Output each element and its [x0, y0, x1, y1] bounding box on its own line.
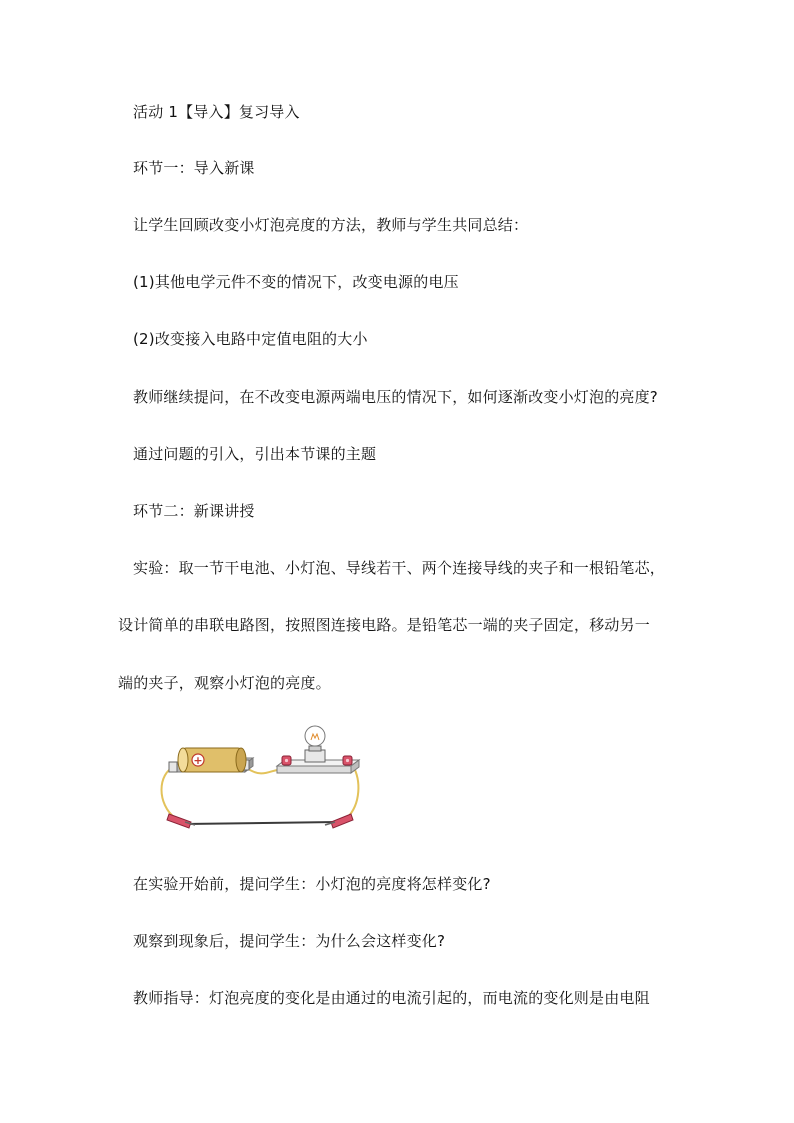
- paragraph-review: 让学生回顾改变小灯泡亮度的方法，教师与学生共同总结：: [133, 216, 529, 234]
- paragraph-teacher-guidance: 教师指导：灯泡亮度的变化是由通过的电流引起的，而电流的变化则是由电阻: [133, 989, 650, 1007]
- list-item-2: (2)改变接入电路中定值电阻的大小: [133, 330, 368, 348]
- paragraph-experiment-line-2: 设计简单的串联电路图，按照图连接电路。是铅笔芯一端的夹子固定，移动另一: [118, 616, 651, 634]
- section-heading-activity-1: 活动 1【导入】复习导入: [133, 103, 300, 121]
- terminal-right: [343, 756, 352, 765]
- paragraph-prompt-after: 观察到现象后，提问学生：为什么会这样变化?: [133, 932, 446, 950]
- pencil-lead: [185, 822, 337, 824]
- clip-left: [167, 814, 195, 828]
- paragraph-question: 教师继续提问，在不改变电源两端电压的情况下，如何逐渐改变小灯泡的亮度?: [133, 388, 658, 406]
- battery-plus-sign: +: [193, 754, 203, 767]
- list-item-1: (1)其他电学元件不变的情况下，改变电源的电压: [133, 273, 459, 291]
- clip-right: [325, 814, 353, 828]
- paragraph-experiment-line-1: 实验：取一节干电池、小灯泡、导线若干、两个连接导线的夹子和一根铅笔芯，: [133, 559, 666, 577]
- paragraph-experiment-line-3: 端的夹子，观察小灯泡的亮度。: [118, 674, 331, 692]
- circuit-illustration: [155, 722, 365, 834]
- light-bulb: [305, 726, 325, 762]
- terminal-left: [282, 756, 291, 765]
- battery: [178, 748, 246, 772]
- wire-battery-to-base: [247, 768, 281, 773]
- paragraph-prompt-before: 在实验开始前，提问学生：小灯泡的亮度将怎样变化?: [133, 875, 491, 893]
- wire-right: [347, 766, 358, 818]
- wire-left: [162, 766, 176, 818]
- subheading-part-two: 环节二：新课讲授: [133, 502, 255, 520]
- paragraph-introduction: 通过问题的引入，引出本节课的主题: [133, 445, 377, 463]
- subheading-part-one: 环节一：导入新课: [133, 159, 255, 177]
